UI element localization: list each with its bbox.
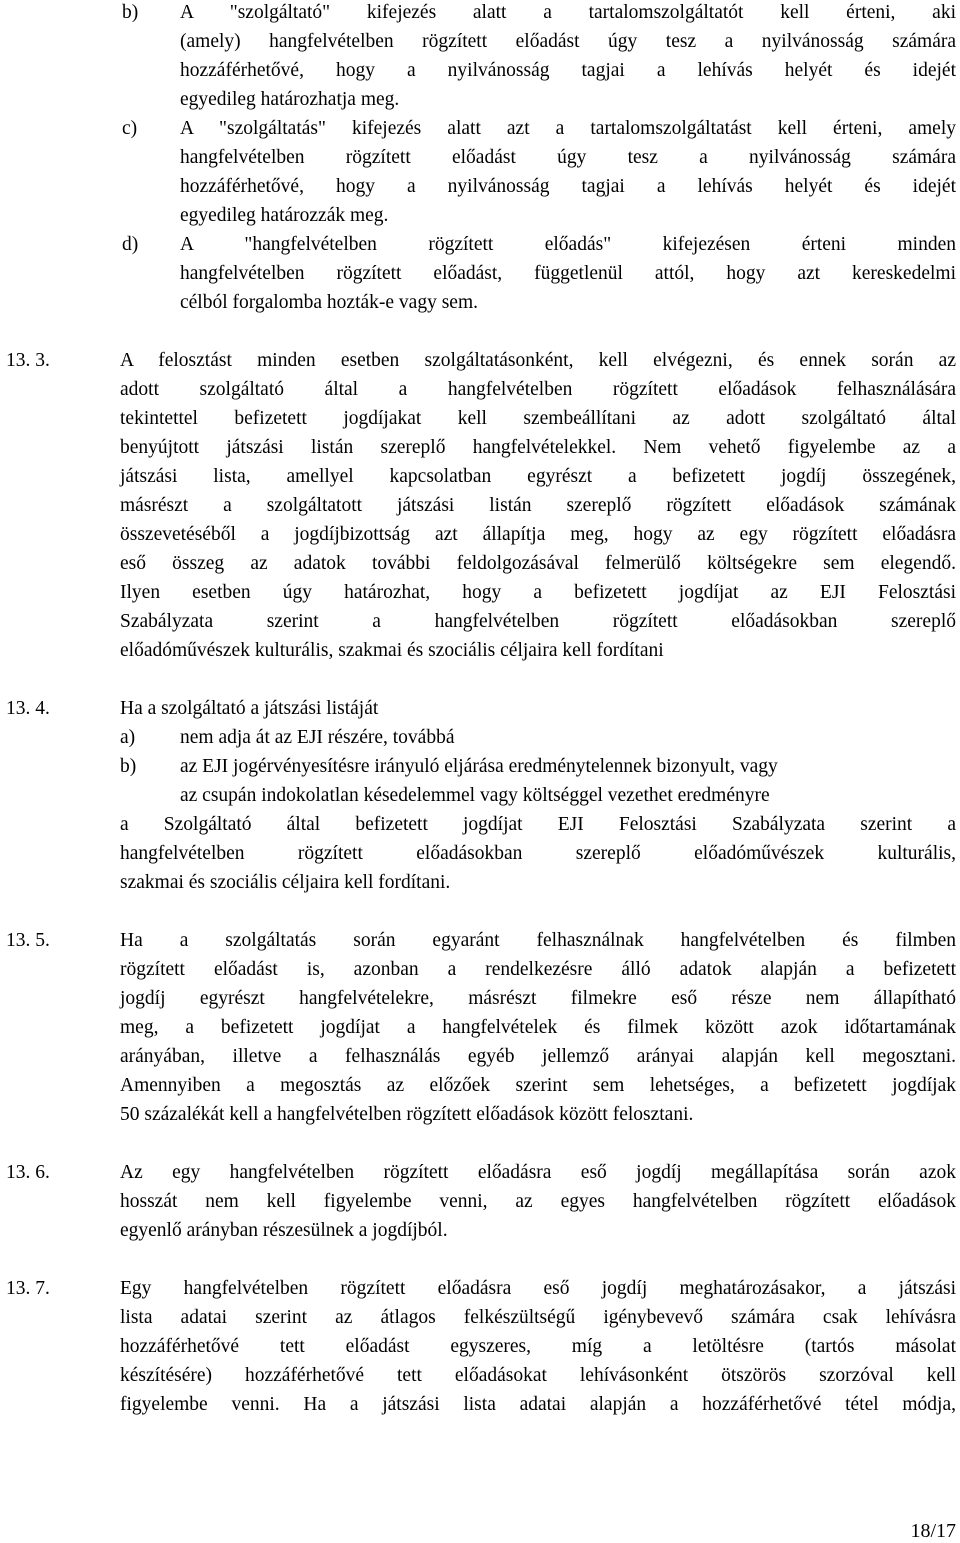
item-label: b) bbox=[120, 756, 137, 777]
paragraph-line: A "szolgáltatás" kifejezés alatt azt a tartalomszolgáltatást kell érteni, amely bbox=[180, 118, 956, 139]
paragraph-line: az EJI jogérvényesítésre irányuló eljárása eredménytelennek bizonyult, vagy bbox=[180, 756, 778, 777]
paragraph-line: jogdíj egyrészt hangfelvételekre, másrészt filmekre eső része nem állapítható bbox=[120, 988, 956, 1009]
paragraph-line: hangfelvételben rögzített előadást, függetlenül attól, hogy azt kereskedelmi bbox=[180, 263, 956, 284]
paragraph-line: hangfelvételben rögzített előadásokban szereplő előadóművészek kulturális, bbox=[120, 843, 956, 864]
paragraph-line: adott szolgáltató által a hangfelvételben rögzített előadások felhasználására bbox=[120, 379, 956, 400]
paragraph-line: hozzáférhetővé, hogy a nyilvánosság tagjai a lehívás helyét és idejét bbox=[180, 60, 956, 81]
paragraph-line: benyújtott játszási listán szereplő hangfelvételekkel. Nem vehető figyelembe az a bbox=[120, 437, 956, 458]
paragraph-line: 50 százalékát kell a hangfelvételben rögzített előadások között felosztani. bbox=[120, 1104, 694, 1125]
section-number: 13. 4. bbox=[6, 698, 50, 719]
section-number: 13. 6. bbox=[6, 1162, 50, 1183]
page-number: 18/17 bbox=[910, 1520, 956, 1542]
paragraph-line: eső összeg az adatok további feldolgozásával felmerülő költségekre sem elegendő. bbox=[120, 553, 956, 574]
paragraph-line: készítésére) hozzáférhetővé tett előadásokat lehívásonként ötszörös szorzóval kell bbox=[120, 1365, 956, 1386]
paragraph-line: A "szolgáltató" kifejezés alatt a tartalomszolgáltatót kell érteni, aki bbox=[180, 2, 956, 23]
paragraph-line: hangfelvételben rögzített előadást úgy tesz a nyilvánosság számára bbox=[180, 147, 956, 168]
item-label: a) bbox=[120, 727, 136, 748]
paragraph-line: nem adja át az EJI részére, továbbá bbox=[180, 727, 455, 748]
paragraph-line: szakmai és szociális céljaira kell fordítani. bbox=[120, 872, 451, 893]
paragraph-line: lista adatai szerint az átlagos felkészültségű igénybevevő számára csak lehívásra bbox=[120, 1307, 956, 1328]
paragraph-line: hozzáférhetővé, hogy a nyilvánosság tagjai a lehívás helyét és idejét bbox=[180, 176, 956, 197]
section-number: 13. 7. bbox=[6, 1278, 50, 1299]
paragraph-line: Egy hangfelvételben rögzített előadásra eső jogdíj meghatározásakor, a játszási bbox=[120, 1278, 956, 1299]
paragraph-line: összevetéséből a jogdíjbizottság azt állapítja meg, hogy az egy rögzített előadásra bbox=[120, 524, 956, 545]
paragraph-line: másrészt a szolgáltatott játszási listán szereplő rögzített előadások számának bbox=[120, 495, 956, 516]
paragraph-line: tekintettel befizetett jogdíjakat kell szembeállítani az adott szolgáltató által bbox=[120, 408, 956, 429]
section-number: 13. 3. bbox=[6, 350, 50, 371]
paragraph-line: A felosztást minden esetben szolgáltatásonként, kell elvégezni, és ennek során az bbox=[120, 350, 956, 371]
paragraph-line: célból forgalomba hozták-e vagy sem. bbox=[180, 292, 478, 313]
paragraph-line: figyelembe venni. Ha a játszási lista adatai alapján a hozzáférhetővé tétel módja, bbox=[120, 1394, 956, 1415]
paragraph-line: egyedileg határozhatja meg. bbox=[180, 89, 400, 110]
paragraph-line: hosszát nem kell figyelembe venni, az egyes hangfelvételben rögzített előadások bbox=[120, 1191, 956, 1212]
paragraph-line: Ha a szolgáltatás során egyaránt felhasználnak hangfelvételben és filmben bbox=[120, 930, 956, 951]
paragraph-line: Amennyiben a megosztás az előzőek szerint sem lehetséges, a befizetett jogdíjak bbox=[120, 1075, 956, 1096]
paragraph-line: Szabályzata szerint a hangfelvételben rögzített előadásokban szereplő bbox=[120, 611, 956, 632]
item-label: b) bbox=[122, 2, 139, 23]
item-label: d) bbox=[122, 234, 139, 255]
item-label: c) bbox=[122, 118, 138, 139]
paragraph-line: Ha a szolgáltató a játszási listáját bbox=[120, 698, 379, 719]
paragraph-line: előadóművészek kulturális, szakmai és szociális céljaira kell fordítani bbox=[120, 640, 664, 661]
section-number: 13. 5. bbox=[6, 930, 50, 951]
paragraph-line: játszási lista, amellyel kapcsolatban egyrészt a befizetett jogdíj összegének, bbox=[120, 466, 956, 487]
paragraph-line: (amely) hangfelvételben rögzített előadást úgy tesz a nyilvánosság számára bbox=[180, 31, 956, 52]
paragraph-line: egyedileg határozzák meg. bbox=[180, 205, 389, 226]
paragraph-line: A "hangfelvételben rögzített előadás" kifejezésen érteni minden bbox=[180, 234, 956, 255]
paragraph-line: egyenlő arányban részesülnek a jogdíjból. bbox=[120, 1220, 448, 1241]
paragraph-line: hozzáférhetővé tett előadást egyszeres, míg a letöltésre (tartós másolat bbox=[120, 1336, 956, 1357]
paragraph-line: Ilyen esetben úgy határozhat, hogy a befizetett jogdíjat az EJI Felosztási bbox=[120, 582, 956, 603]
paragraph-line: Az egy hangfelvételben rögzített előadásra eső jogdíj megállapítása során azok bbox=[120, 1162, 956, 1183]
paragraph-line: az csupán indokolatlan késedelemmel vagy költséggel vezethet eredményre bbox=[180, 785, 770, 806]
paragraph-line: arányában, illetve a felhasználás egyéb jellemző arányai alapján kell megosztani. bbox=[120, 1046, 956, 1067]
paragraph-line: a Szolgáltató által befizetett jogdíjat EJI Felosztási Szabályzata szerint a bbox=[120, 814, 956, 835]
paragraph-line: meg, a befizetett jogdíjat a hangfelvételek és filmek között azok időtartamának bbox=[120, 1017, 956, 1038]
paragraph-line: rögzített előadást is, azonban a rendelkezésre álló adatok alapján a befizetett bbox=[120, 959, 956, 980]
